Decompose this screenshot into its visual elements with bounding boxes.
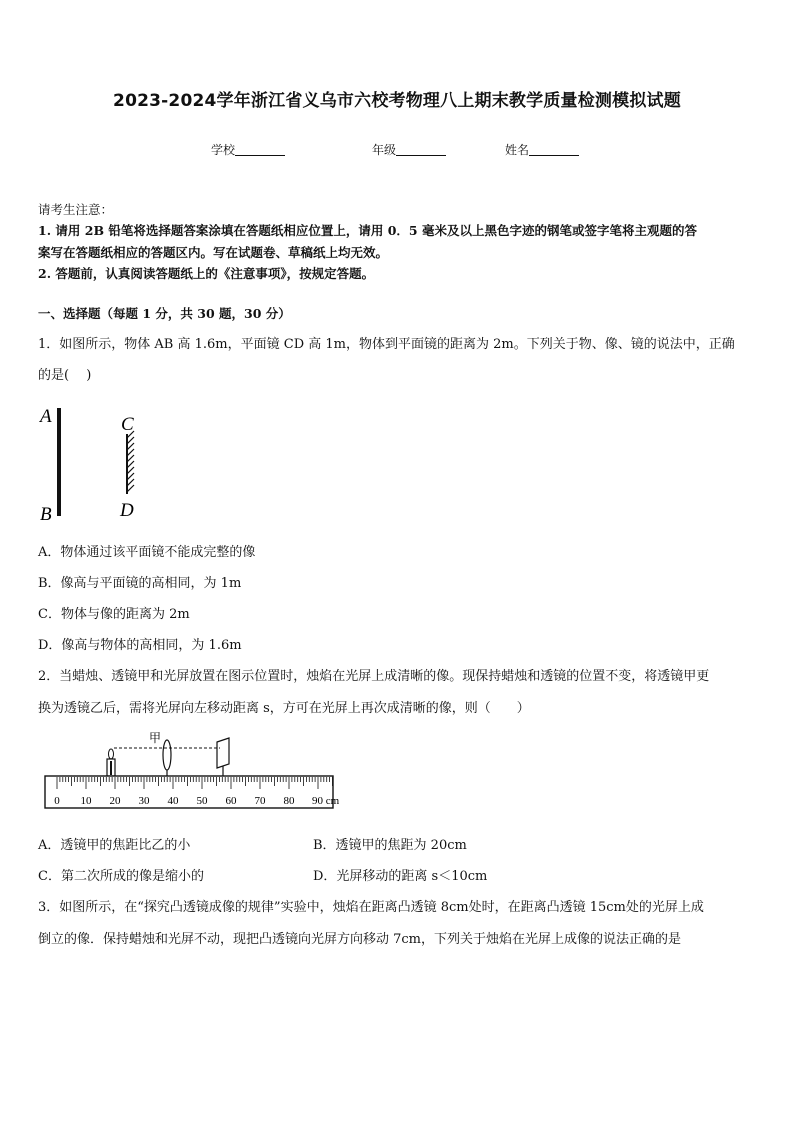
school-field xyxy=(211,141,285,158)
label-b: B xyxy=(40,504,52,525)
notice-item-1-line-2: 案写在答题纸相应的答题区内。写在试题卷、草稿纸上均无效。 xyxy=(38,245,389,260)
q1-stem-line-1: 1．如图所示，物体 AB 高 1.6m，平面镜 CD 高 1m，物体到平面镜的距离为 2m。下列关于物、像、镜的说法中，正确 xyxy=(38,337,735,352)
q3-stem-line-1: 3．如图所示，在“探究凸透镜成像的规律”实验中，烛焰在距离凸透镜 8cm处时，在距离凸透镜 15cm处的光屏上成 xyxy=(38,900,704,915)
grade-label: 年级 xyxy=(372,143,397,157)
q2-stem-line-2: 换为透镜乙后，需将光屏向左移动距离 s，方可在光屏上再次成清晰的像，则（ ） xyxy=(38,701,530,716)
grade-blank xyxy=(396,143,446,156)
ruler-tick-label: 0 xyxy=(54,795,60,807)
q1-option-b[interactable]: B．像高与平面镜的高相同，为 1m xyxy=(38,576,242,591)
q1-stem-line-2: 的是( ) xyxy=(38,368,92,383)
ruler-tick-label: 80 xyxy=(283,795,295,807)
q1-option-d[interactable]: D．像高与物体的高相同，为 1.6m xyxy=(38,638,242,653)
q1-option-a[interactable]: A．物体通过该平面镜不能成完整的像 xyxy=(38,545,256,560)
q3-stem-line-2: 倒立的像．保持蜡烛和光屏不动，现把凸透镜向光屏方向移动 7cm，下列关于烛焰在光屏上成像的说法正确的是 xyxy=(38,932,682,947)
ruler-tick-label: 90 cm xyxy=(312,795,340,807)
object-ab xyxy=(57,408,61,516)
name-label: 姓名 xyxy=(505,143,530,157)
ruler-tick-label: 60 xyxy=(225,795,237,807)
grade-field xyxy=(372,141,446,158)
q1-figure xyxy=(36,400,156,530)
page-title: 2023-2024学年浙江省义乌市六校考物理八上期末教学质量检测模拟试题 xyxy=(113,91,681,111)
mirror-hatching xyxy=(127,431,134,492)
ruler-tick-label: 10 xyxy=(80,795,92,807)
notice-heading: 请考生注意： xyxy=(38,202,114,217)
light-screen xyxy=(217,738,229,776)
notice-item-1-line-1: 1. 请用 2B 铅笔将选择题答案涂填在答题纸相应位置上，请用 0．5 毫米及以上黑色字迹的钢笔或签字笔将主观题的答 xyxy=(38,223,697,238)
notice-item-2: 2. 答题前，认真阅读答题纸上的《注意事项》，按规定答题。 xyxy=(38,266,375,281)
ruler-tick-label: 50 xyxy=(196,795,208,807)
label-c: C xyxy=(121,414,134,435)
section-1-heading: 一、选择题（每题 1 分，共 30 题，30 分） xyxy=(38,306,291,321)
label-d: D xyxy=(120,500,134,521)
q1-option-c[interactable]: C．物体与像的距离为 2m xyxy=(38,607,190,622)
lens-jia xyxy=(163,740,171,776)
name-blank xyxy=(529,143,579,156)
ruler-tick-label: 30 xyxy=(138,795,150,807)
q2-option-b[interactable]: B．透镜甲的焦距为 20cm xyxy=(313,838,467,853)
lens-label: 甲 xyxy=(149,731,162,745)
q2-option-a[interactable]: A．透镜甲的焦距比乙的小 xyxy=(38,838,191,853)
q2-option-d[interactable]: D．光屏移动的距离 s＜10cm xyxy=(313,869,488,884)
school-blank xyxy=(235,143,285,156)
candle xyxy=(107,749,115,776)
name-field xyxy=(505,141,579,158)
q2-optical-bench-figure xyxy=(44,728,340,812)
ruler-tick-label: 40 xyxy=(167,795,179,807)
label-a: A xyxy=(40,406,52,427)
q2-option-c[interactable]: C．第二次所成的像是缩小的 xyxy=(38,869,204,884)
ruler-tick-label: 70 xyxy=(254,795,266,807)
school-label: 学校 xyxy=(211,143,236,157)
ruler-tick-label: 20 xyxy=(109,795,121,807)
q2-stem-line-1: 2．当蜡烛、透镜甲和光屏放置在图示位置时，烛焰在光屏上成清晰的像。现保持蜡烛和透镜的位置不变，将透镜甲更 xyxy=(38,669,710,684)
